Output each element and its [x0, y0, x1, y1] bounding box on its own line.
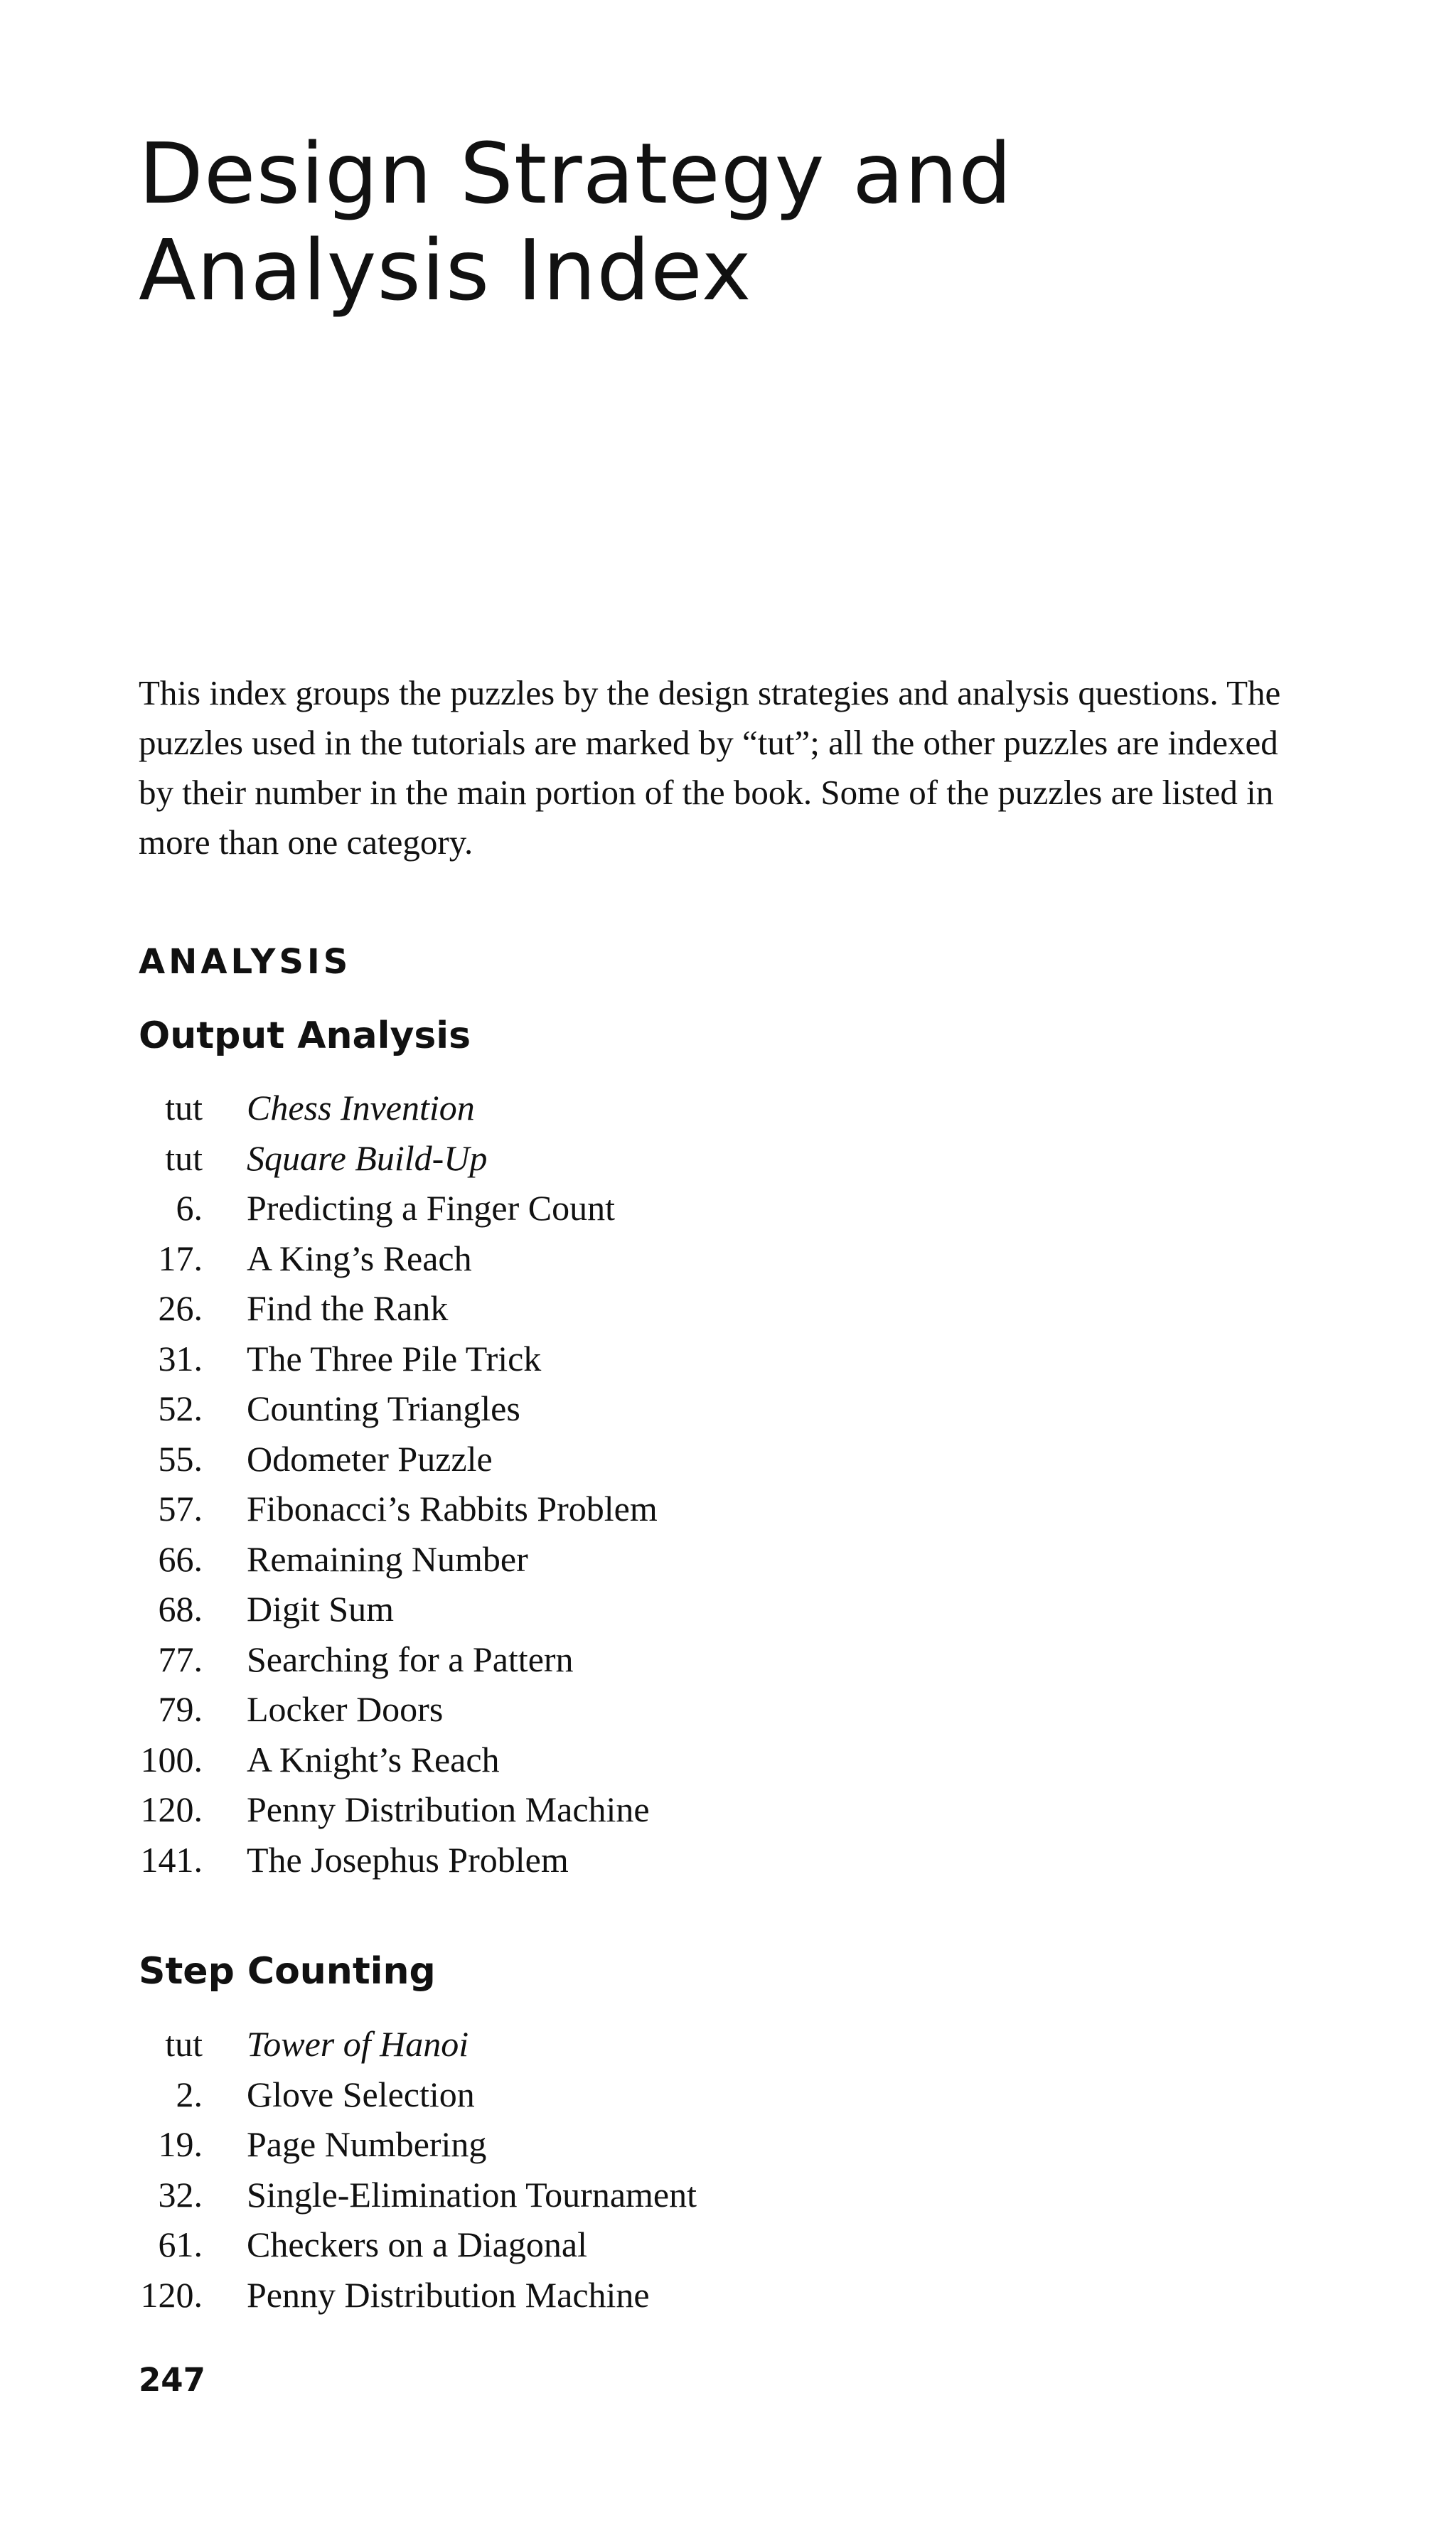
- index-entry: [139, 1334, 658, 1384]
- output-analysis-list: [139, 1083, 658, 1885]
- entry-puzzle-name: Predicting a Finger Count: [247, 1188, 615, 1228]
- entry-number: 120.: [140, 1789, 203, 1829]
- entry-number: 31.: [158, 1338, 203, 1378]
- index-entry: [139, 1534, 658, 1585]
- entry-number: 55.: [158, 1438, 203, 1479]
- intro-paragraph: This index groups the puzzles by the design strategies and analysis questions. The puzzles used in the tutorials are marked by “tut”; all the other puzzles are indexed by their number in the main portion of the book. Some of the puzzles are listed in more than one category.: [139, 673, 1281, 862]
- index-entry: [139, 1684, 658, 1735]
- entry-puzzle-name: Digit Sum: [247, 1589, 394, 1629]
- index-entry: [139, 1283, 658, 1334]
- step-counting-list: [139, 2019, 697, 2320]
- entry-number: tut: [165, 1137, 203, 1178]
- index-entry: [139, 1735, 658, 1785]
- entry-number: 100.: [140, 1739, 203, 1779]
- index-entry: [139, 2220, 697, 2270]
- index-entry: [139, 2270, 697, 2320]
- index-entry: [139, 2019, 697, 2070]
- page-title-line-1: Design Strategy and: [139, 124, 1013, 223]
- entry-puzzle-name: Page Numbering: [247, 2124, 487, 2164]
- index-entry: [139, 1434, 658, 1484]
- index-entry: [139, 1835, 658, 1885]
- entry-puzzle-name: Counting Triangles: [247, 1388, 520, 1428]
- entry-puzzle-name: Chess Invention: [247, 1088, 475, 1128]
- entry-number: 61.: [158, 2225, 203, 2264]
- entry-number: 77.: [158, 1639, 203, 1679]
- entry-puzzle-name: Odometer Puzzle: [247, 1438, 493, 1479]
- subsection-heading-output-analysis: Output Analysis: [139, 1014, 471, 1057]
- entry-puzzle-name: Glove Selection: [247, 2074, 475, 2114]
- entry-number: 2.: [176, 2074, 203, 2114]
- page-number: 247: [139, 2361, 205, 2399]
- entry-puzzle-name: The Josephus Problem: [247, 1839, 569, 1880]
- entry-puzzle-name: Single-Elimination Tournament: [247, 2174, 697, 2215]
- entry-puzzle-name: Penny Distribution Machine: [247, 1789, 650, 1829]
- entry-number: tut: [165, 1088, 203, 1128]
- page-title-line-2: Analysis Index: [139, 221, 752, 319]
- index-entry: [139, 2119, 697, 2170]
- entry-puzzle-name: A Knight’s Reach: [247, 1739, 500, 1779]
- entry-number: 57.: [158, 1489, 203, 1529]
- index-entry: [139, 2170, 697, 2220]
- entry-puzzle-name: Searching for a Pattern: [247, 1639, 574, 1679]
- index-entry: [139, 1183, 658, 1233]
- index-entry: [139, 1784, 658, 1835]
- entry-number: 6.: [176, 1188, 203, 1228]
- index-entry: [139, 1634, 658, 1685]
- entry-puzzle-name: Locker Doors: [247, 1689, 444, 1729]
- entry-number: 32.: [158, 2174, 203, 2215]
- entry-puzzle-name: Penny Distribution Machine: [247, 2274, 650, 2315]
- entry-number: 26.: [158, 1288, 203, 1328]
- index-entry: [139, 1484, 658, 1534]
- entry-puzzle-name: A King’s Reach: [247, 1238, 472, 1278]
- index-entry: [139, 1083, 658, 1133]
- entry-puzzle-name: Square Build-Up: [247, 1137, 488, 1178]
- index-entry: [139, 1383, 658, 1434]
- entry-number: 66.: [158, 1538, 203, 1579]
- entry-number: 141.: [140, 1839, 203, 1880]
- entry-puzzle-name: Remaining Number: [247, 1538, 528, 1579]
- entry-puzzle-name: Tower of Hanoi: [247, 2024, 469, 2064]
- entry-puzzle-name: Checkers on a Diagonal: [247, 2225, 588, 2264]
- page-title: [139, 125, 1012, 318]
- entry-puzzle-name: Find the Rank: [247, 1288, 449, 1328]
- index-entry: [139, 1233, 658, 1284]
- index-entry: [139, 2070, 697, 2120]
- subsection-heading-step-counting: Step Counting: [139, 1950, 436, 1993]
- entry-number: 120.: [140, 2274, 203, 2315]
- entry-puzzle-name: Fibonacci’s Rabbits Problem: [247, 1489, 658, 1529]
- section-heading-analysis: ANALYSIS: [139, 942, 352, 982]
- index-entry: [139, 1133, 658, 1184]
- entry-number: 19.: [158, 2124, 203, 2164]
- entry-number: 17.: [158, 1238, 203, 1278]
- entry-number: 79.: [158, 1689, 203, 1729]
- entry-number: 68.: [158, 1589, 203, 1629]
- entry-number: tut: [165, 2024, 203, 2064]
- entry-number: 52.: [158, 1388, 203, 1428]
- index-entry: [139, 1584, 658, 1634]
- entry-puzzle-name: The Three Pile Trick: [247, 1338, 542, 1378]
